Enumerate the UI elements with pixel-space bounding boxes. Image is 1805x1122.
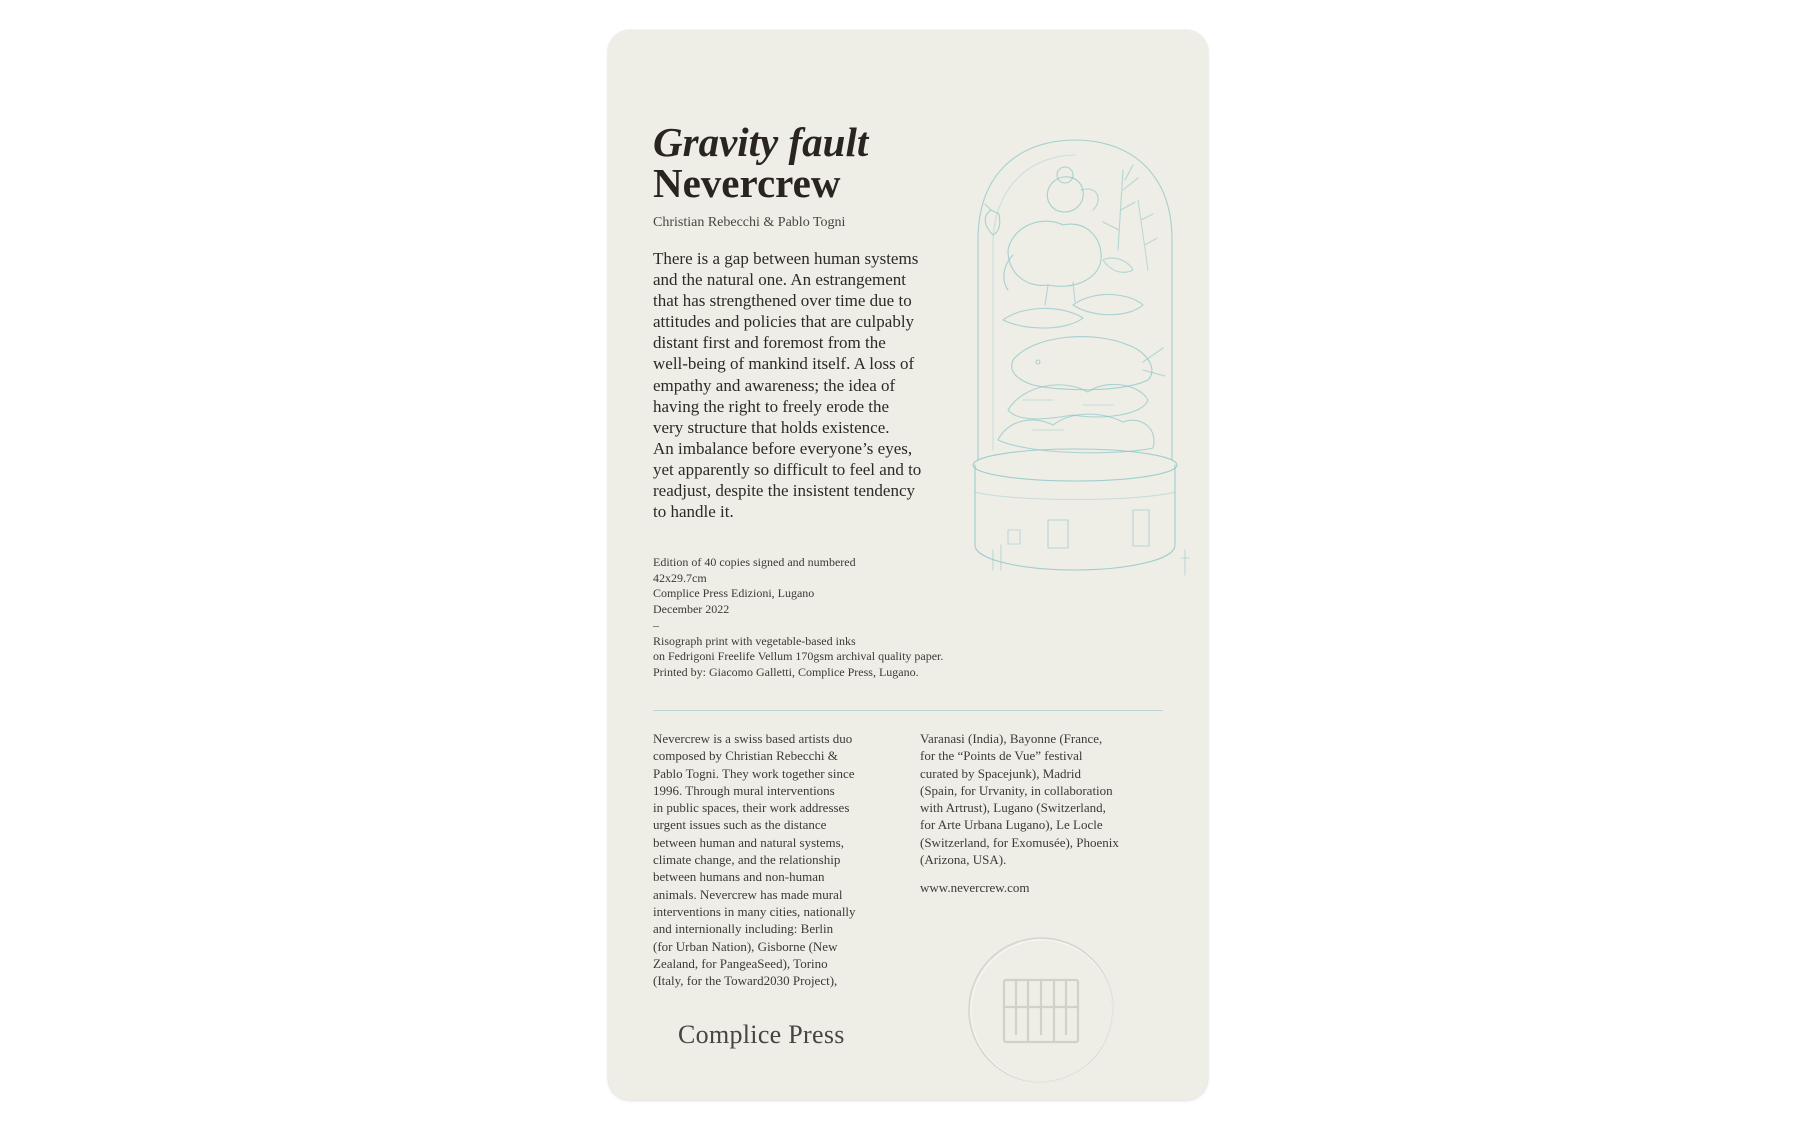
divider-rule (653, 710, 1163, 711)
intro-paragraph: There is a gap between human systems and the natural one. An estrangement that has strengthened over time due to attitudes and policies that are culpably distant first and foremost from the well-being of mankind itself. A loss of empathy and awareness; the idea of having the right to freely erode the very structure that holds existence. An imbalance before everyone’s eyes, yet apparently so difficult to feel and to readjust, despite the insistent tendency to handle it. (653, 249, 922, 522)
detail-line: Printed by: Giacomo Galletti, Complice Press, Lugano. (653, 664, 919, 679)
publisher-name: Complice Press (678, 1020, 845, 1049)
printed-card (608, 30, 1208, 1100)
bio-column-right: Varanasi (India), Bayonne (France, for the “Points de Vue” festival curated by Spacejunk), Madrid (Spain, for Urvanity, in collaboration with Artrust), Lugano (Switzerland, for Arte Urbana Lugano), Le Locle (Switzerland, for Exomusée), Phoenix (Arizona, USA). (920, 731, 1119, 868)
detail-line: Edition of 40 copies signed and numbered (653, 555, 856, 569)
artist-name: Nevercrew (653, 160, 841, 206)
detail-line: on Fedrigoni Freelife Vellum 170gsm archival quality paper. (653, 649, 944, 664)
edition-details (653, 555, 1033, 681)
detail-line: Complice Press Edizioni, Lugano (653, 586, 815, 601)
detail-line: Risograph print with vegetable-based inks (653, 633, 856, 648)
artwork-title: Gravity fault (653, 119, 869, 165)
bio-column-left: Nevercrew is a swiss based artists duo composed by Christian Rebecchi & Pablo Togni. They work together since 1996. Through mural interventions in public spaces, their work addresses urgent issues such as the distance between human and natural systems, climate change, and the relationship between humans and non-human animals. Nevercrew has made mural interventions in many cities, nationally and internionally including: Berlin (for Urban Nation), Gisborne (New Zealand, for PangeaSeed), Torino (Italy, for the Toward2030 Project), (653, 731, 856, 989)
authors-line: Christian Rebecchi & Pablo Togni (653, 215, 846, 230)
website-url: www.nevercrew.com (920, 880, 1030, 895)
bell-jar-illustration (953, 130, 1198, 590)
detail-line: December 2022 (653, 602, 730, 617)
embossed-logo-icon (966, 935, 1116, 1085)
detail-line: – (653, 617, 659, 632)
detail-line: 42x29.7cm (653, 570, 707, 585)
